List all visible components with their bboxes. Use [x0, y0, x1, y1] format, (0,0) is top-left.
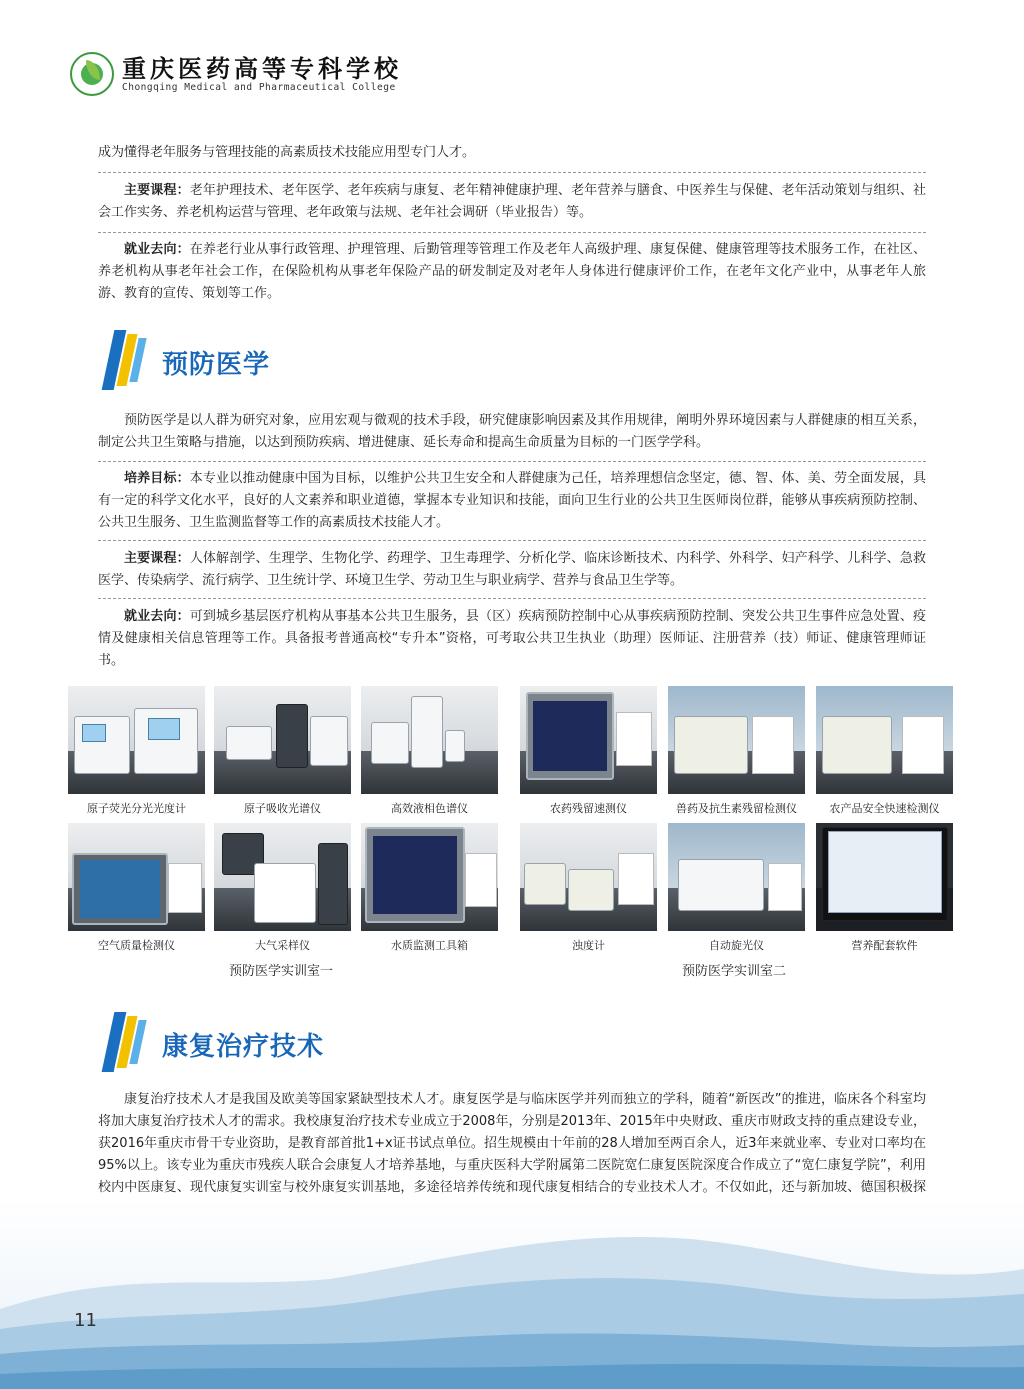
divider	[98, 540, 926, 541]
photo-veterinary-drug-tester	[668, 686, 805, 794]
rehab-intro: 康复治疗技术人才是我国及欧美等国家紧缺型技术人才。康复医学是与临床医学并列而独立的学科，随着“新医改”的推进，临床各个科室均将加大康复治疗技术人才的需求。我校康复治疗技术专业成立于2008年，分别是2013年、2015年中央财政、重庆市财政支持的重点建设专业，获2016年重庆市骨干专业资助，是教育部首批1+x证书试点单位。招生规模由十年前的28人增加至两百余人，近3年来就业率、专业对口率均在95%以上。该专业为重庆市残疾人联合会康复人才培养基地，与重庆医科大学附属第二医院宽仁康复医院深度合作成立了“宽仁康复学院”，利用校内中医康复、现代康复实训室与校外康复实训基地，多途径培养传统和现代康复相结合的专业技术人才。不仅如此，还与新加坡、德国积极探	[98, 1092, 926, 1195]
caption: 高效液相色谱仪	[391, 802, 468, 815]
courses-text: 老年护理技术、老年医学、老年疾病与康复、老年精神健康护理、老年营养与膳食、中医养生与保健、老年活动策划与组织、社会工作实务、养老机构运营与管理、老年政策与法规、老年社会调研（毕业报告）等。	[98, 183, 926, 220]
school-name-en: Chongqing Medical and Pharmaceutical College	[122, 81, 396, 93]
photo-air-quality-tester	[68, 823, 205, 931]
school-header	[70, 44, 402, 104]
photo-turbidimeter	[520, 823, 657, 931]
caption: 自动旋光仪	[709, 939, 764, 952]
caption: 原子荧光分光光度计	[87, 802, 186, 815]
photo-pesticide-tester	[520, 686, 657, 794]
geriatric-intro-tail: 成为懂得老年服务与管理技能的高素质技术技能应用型专门人才。	[98, 145, 476, 160]
goal-label: 培养目标：	[124, 471, 190, 486]
caption: 水质监测工具箱	[391, 939, 468, 952]
geriatric-jobs	[98, 239, 926, 305]
section-stripes-icon	[100, 330, 148, 394]
jobs-label: 就业去向：	[124, 609, 190, 624]
caption: 兽药及抗生素残留检测仪	[676, 802, 797, 815]
school-name-cn: 重庆医药高等专科学校	[122, 53, 402, 83]
photo-nutrition-software	[816, 823, 953, 931]
caption: 原子吸收光谱仪	[244, 802, 321, 815]
jobs-text: 在养老行业从事行政管理、护理管理、后勤管理等管理工作及老年人高级护理、康复保健、健康管理等技术服务工作，在社区、养老机构从事老年社会工作，在保险机构从事老年保险产品的研发制定及对老年人身体进行健康评价工作，在老年文化产业中，从事老年人旅游、教育的宣传、策划等工作。	[98, 242, 926, 301]
photo-air-sampler	[214, 823, 351, 931]
caption: 浊度计	[572, 939, 605, 952]
divider	[98, 461, 926, 462]
preventive-courses	[98, 548, 926, 592]
section-title-text: 康复治疗技术	[162, 1031, 325, 1062]
caption: 农产品安全快速检测仪	[829, 802, 940, 815]
goal-text: 本专业以推动健康中国为目标，以维护公共卫生安全和人群健康为己任，培养理想信念坚定，德、智、体、美、劳全面发展，具有一定的科学文化水平，良好的人文素养和职业道德，掌握本专业知识和技能，面向卫生行业的公共卫生医师岗位群，能够从事疾病预防控制、公共卫生服务、卫生监测监督等工作的高素质技术技能人才。	[98, 471, 926, 530]
photo-atomic-absorption	[214, 686, 351, 794]
photo-atomic-fluorescence	[68, 686, 205, 794]
lab-name-1: 预防医学实训室一	[229, 964, 334, 979]
section-title-rehab	[100, 1012, 324, 1076]
photo-auto-polarimeter	[668, 823, 805, 931]
photo-agri-safety-tester	[816, 686, 953, 794]
caption: 农药残留速测仪	[550, 802, 627, 815]
geriatric-courses	[98, 180, 926, 224]
section-stripes-icon	[100, 1012, 148, 1076]
divider	[98, 172, 926, 173]
preventive-intro: 预防医学是以人群为研究对象，应用宏观与微观的技术手段，研究健康影响因素及其作用规律，阐明外界环境因素与人群健康的相互关系，制定公共卫生策略与措施，以达到预防疾病、增进健康、延长寿命和提高生命质量为目标的一门医学学科。	[98, 413, 926, 450]
photo-hplc	[361, 686, 498, 794]
caption: 营养配套软件	[851, 939, 918, 952]
section-title-preventive	[100, 330, 270, 394]
caption: 空气质量检测仪	[98, 939, 175, 952]
school-logo-icon	[70, 52, 114, 96]
courses-label: 主要课程：	[124, 551, 190, 566]
divider	[98, 232, 926, 233]
lab-name-2: 预防医学实训室二	[682, 964, 787, 979]
divider	[98, 598, 926, 599]
preventive-jobs	[98, 606, 926, 672]
mountain-footer-decoration	[0, 1199, 1024, 1389]
section-title-text: 预防医学	[162, 349, 271, 380]
courses-text: 人体解剖学、生理学、生物化学、药理学、卫生毒理学、分析化学、临床诊断技术、内科学、外科学、妇产科学、儿科学、急救医学、传染病学、流行病学、卫生统计学、环境卫生学、劳动卫生与职业病学、营养与食品卫生学等。	[98, 551, 926, 588]
photo-water-toolkit	[361, 823, 498, 931]
jobs-label: 就业去向：	[124, 242, 190, 257]
jobs-text: 可到城乡基层医疗机构从事基本公共卫生服务，县（区）疾病预防控制中心从事疾病预防控制、突发公共卫生事件应急处置、疫情及健康相关信息管理等工作。具备报考普通高校“专升本”资格，可考取公共卫生执业（助理）医师证、注册营养（技）师证、健康管理师证书。	[98, 609, 926, 668]
page-number: 11	[74, 1310, 97, 1331]
courses-label: 主要课程：	[124, 183, 190, 198]
preventive-goal	[98, 468, 926, 534]
caption: 大气采样仪	[255, 939, 310, 952]
